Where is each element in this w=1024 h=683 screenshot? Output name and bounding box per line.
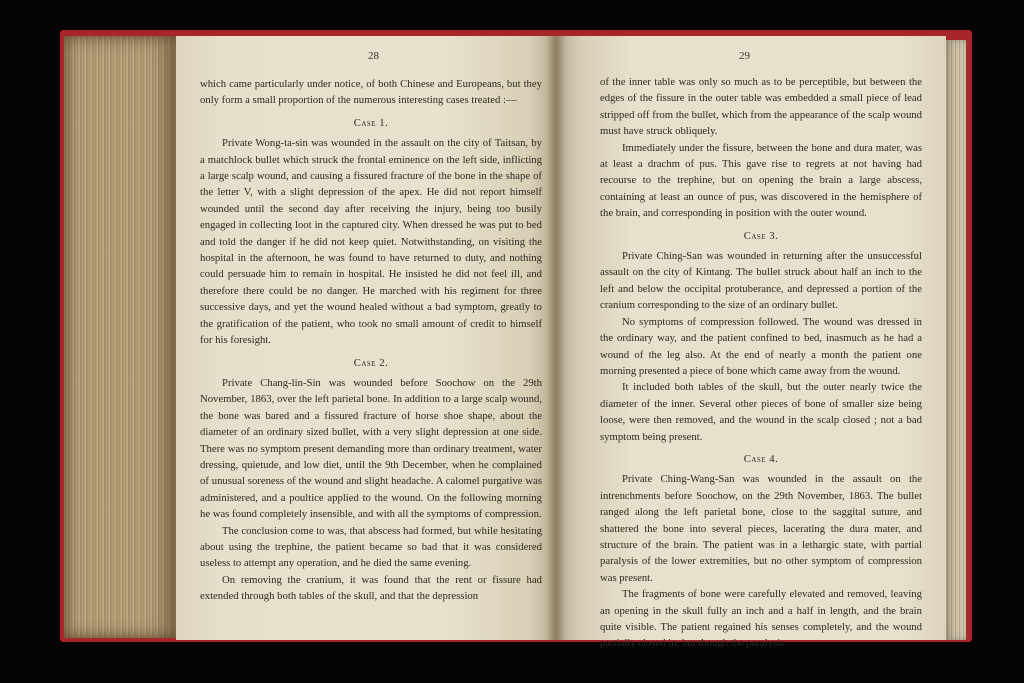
intro-paragraph: which came particularly under notice, of both Chinese and Europeans, but they only form a small proportion of the numerous interesting cases treated :— (200, 78, 542, 107)
case-3-paragraph-3: It included both tables of the skull, but the outer nearly twice the diameter of the inner. Several other pieces of bone of smaller size being loose, were then removed, and the wound in the scalp closed ; not a bad symptom being present. (600, 381, 922, 443)
left-page (176, 36, 556, 640)
case-3-paragraph-2: No symptoms of compression followed. The wound was dressed in the ordinary way, and the patient confined to bed, inasmuch as he had a wound of the leg also. At the end of nearly a month the patient one morning presented a piece of bone which came away from the wound. (600, 315, 922, 377)
case-2-heading: Case 2. (353, 356, 389, 369)
case-1-heading: Case 1. (353, 116, 389, 129)
page-block-left (64, 36, 176, 638)
case-4-paragraph: Private Ching-Wang-San was wounded in the assault on the intrenchments before Soochow, on the 29th November, 1863. The bullet ranged along the left parietal bone, close to the saggital suture, and shattered the bone into several pieces, lacerating the dura mater, and structure of the brain. The patient was in a lethargic state, with partial paralysis of the lower extremities, but no other symptom of compression was present. (600, 473, 922, 584)
case-2-paragraph: Private Chang-lin-Sin was wounded before Soochow on the 29th November, 1863, over the left parietal bone. In addition to a large scalp wound, the bone was bared and a fissured fracture of horse shoe shape, about the diameter of an ordinary sized bullet, with a very slight depression at one side. There was no symptom present demanding more than ordinary treatment, water dressing, quietude, and low diet, until the 9th December, when he complained of unusual soreness of the wound and slight headache. A calomel purgative was administered, and a poultice applied to the wound. On the following morning he was found completely insensible, and with all the symptoms of compression. (200, 376, 542, 521)
right-page-text (600, 74, 922, 652)
left-page-text (200, 76, 542, 605)
case-2-paragraph-2: The conclusion come to was, that abscess had formed, but while hesitating about using the trephine, the patient became so bad that it was considered useless to attempt any operation, and he died the same evening. (200, 524, 542, 570)
page-block-right (944, 40, 966, 640)
case-3-paragraph: Private Ching-San was wounded in returning after the unsuccessful assault on the city of Kintang. The bullet struck about half an inch to the left and below the occipital protuberance, and depressed a portion of the cranium corresponding to the size of an ordinary bullet. (600, 250, 922, 312)
case-4-paragraph-2: The fragments of bone were carefully elevated and removed, leaving an opening in the skull fully an inch and a half in length, and the brain quite visible. The patient regained his senses completely, and the wound partially closed in, but though the paralysis (600, 588, 922, 650)
case-2-paragraph-3: On removing the cranium, it was found that the rent or fissure had extended through both tables of the skull, and that the depression (200, 573, 542, 603)
continuation-paragraph: of the inner table was only so much as to be perceptible, but between the edges of the fissure in the outer table was embedded a small piece of lead stripped off from the bullet, which from the appearance of the scalp wound must have struck obliquely. (600, 76, 922, 138)
right-page (556, 36, 946, 650)
case-1-paragraph: Private Wong-ta-sin was wounded in the assault on the city of Taitsan, by a matchlock bullet which struck the frontal eminence on the left side, inflicting a large scalp wound, and causing a fissured fracture of the bone in the shape of the letter V, with a slight depression of the apex. He did not report himself wounded until the second day after receiving the injury, being too busily engaged in collecting loot in the captured city. When dressed he was put to bed and told the danger if he did not keep quiet. Notwithstanding, on visiting the hospital in the afternoon, he was found to have returned to duty, and nothing could persuade him to remain in hospital. He insisted he did not feel ill, and therefore there could be no danger. He marched with his regiment for three successive days, and yet the wound healed without a bad symptom, greatly to the gratification of the patient, who took no small amount of credit to himself for his foresight. (200, 137, 542, 347)
continuation-paragraph-2: Immediately under the fissure, between the bone and dura mater, was at least a drachm of pus. This gave rise to regrets at not having had recourse to the trephine, but on opening the brain a large abscess, containing at least an ounce of pus, was discovered in the hemisphere of the brain, and corresponding in position with the outer wound. (600, 141, 922, 220)
case-4-heading: Case 4. (743, 452, 779, 465)
case-3-heading: Case 3. (743, 229, 779, 242)
page-number-left: 28 (368, 50, 379, 62)
page-number-right: 29 (739, 50, 750, 62)
